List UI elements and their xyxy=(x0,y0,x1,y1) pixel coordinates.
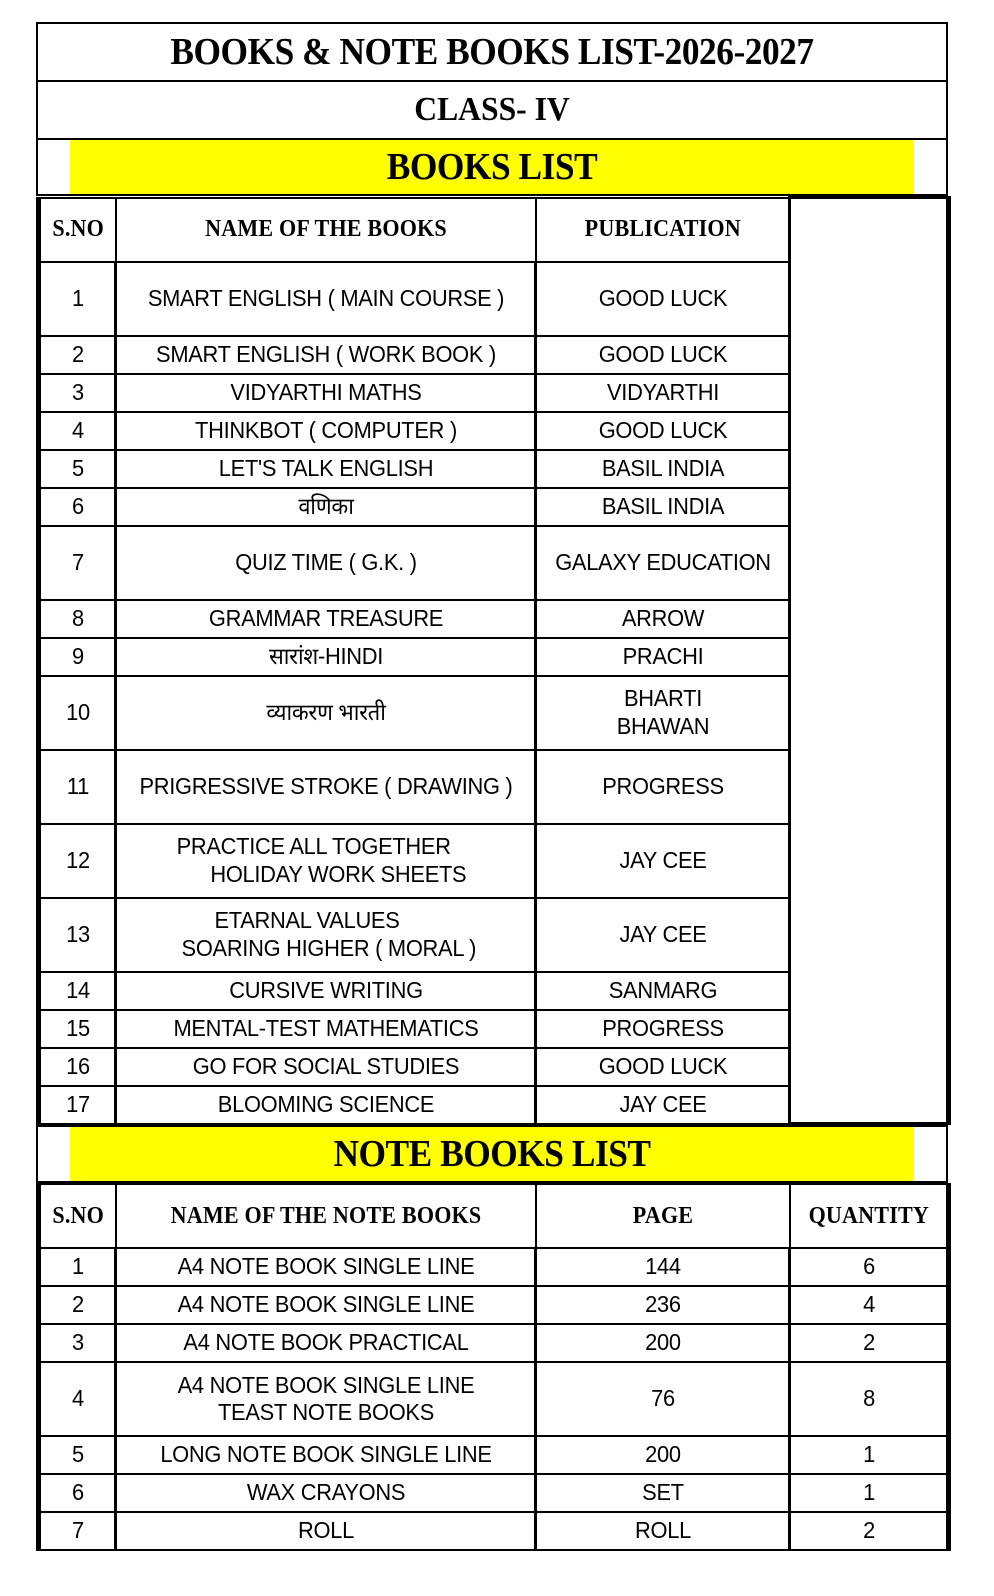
books-table-row xyxy=(39,262,949,336)
books-row-extra-blank xyxy=(793,638,944,676)
books-header-sno: S.NO xyxy=(42,198,113,262)
books-row-sno: 8 xyxy=(40,600,113,638)
notebooks-row-quantity: 2 xyxy=(793,1512,944,1550)
books-row-name: PRIGRESSIVE STROKE ( DRAWING ) xyxy=(126,750,525,824)
books-row-name: GRAMMAR TREASURE xyxy=(126,600,525,638)
books-row-publication: BASIL INDIA xyxy=(542,450,783,488)
books-row-sno: 2 xyxy=(40,336,113,374)
books-row-publication: BHARTI BHAWAN xyxy=(542,676,783,750)
books-row-name: VIDYARTHI MATHS xyxy=(126,374,525,412)
notebooks-table xyxy=(36,1183,951,1551)
books-row-publication: JAY CEE xyxy=(542,824,783,898)
notebooks-row-quantity: 2 xyxy=(793,1324,944,1362)
books-row-name: BLOOMING SCIENCE xyxy=(126,1086,525,1124)
books-row-name: CURSIVE WRITING xyxy=(126,972,525,1010)
books-row-extra-blank xyxy=(793,336,944,374)
books-row-publication: GOOD LUCK xyxy=(542,1048,783,1086)
books-row-name: GO FOR SOCIAL STUDIES xyxy=(126,1048,525,1086)
books-table-row xyxy=(39,1048,949,1086)
books-row-publication: GOOD LUCK xyxy=(542,336,783,374)
books-row-extra-blank xyxy=(793,972,944,1010)
books-table-row xyxy=(39,374,949,412)
books-and-notebooks-sheet xyxy=(36,22,946,1551)
books-row-sno: 11 xyxy=(40,750,113,824)
books-table-row xyxy=(39,972,949,1010)
books-row-sno: 3 xyxy=(40,374,113,412)
books-row-extra-blank xyxy=(793,1048,944,1086)
books-row-extra-blank xyxy=(793,1010,944,1048)
notebooks-row-name: WAX CRAYONS xyxy=(126,1474,525,1512)
books-row-publication: GOOD LUCK xyxy=(542,412,783,450)
notebooks-row-name: ROLL xyxy=(126,1512,525,1550)
books-table-row xyxy=(39,638,949,676)
books-row-publication: JAY CEE xyxy=(542,1086,783,1124)
books-row-name: QUIZ TIME ( G.K. ) xyxy=(126,526,525,600)
books-row-name: ETARNAL VALUES SOARING HIGHER ( MORAL ) xyxy=(126,898,525,972)
books-row-publication: JAY CEE xyxy=(542,898,783,972)
books-table-row xyxy=(39,750,949,824)
books-row-publication: VIDYARTHI xyxy=(542,374,783,412)
notebooks-header-page: PAGE xyxy=(546,1184,780,1248)
books-table-row xyxy=(39,824,949,898)
books-header-name: NAME OF THE BOOKS xyxy=(132,198,518,262)
books-table-row xyxy=(39,412,949,450)
books-row-extra-blank xyxy=(793,750,944,824)
books-table-row xyxy=(39,526,949,600)
books-row-extra-blank xyxy=(793,676,944,750)
books-row-name: व्याकरण भारती xyxy=(126,676,525,750)
books-row-sno: 14 xyxy=(40,972,113,1010)
books-row-publication: GOOD LUCK xyxy=(542,262,783,336)
notebooks-list-band-row xyxy=(37,1126,947,1182)
notebooks-header-quantity: QUANTITY xyxy=(796,1184,942,1248)
books-row-publication: BASIL INDIA xyxy=(542,488,783,526)
books-table-row xyxy=(39,336,949,374)
books-row-extra-blank xyxy=(793,450,944,488)
books-table-row xyxy=(39,488,949,526)
books-row-sno: 4 xyxy=(40,412,113,450)
books-row-name: PRACTICE ALL TOGETHER HOLIDAY WORK SHEETS xyxy=(126,824,525,898)
notebooks-table-row xyxy=(39,1362,949,1436)
notebooks-row-page: 200 xyxy=(542,1436,783,1474)
notebooks-row-name: LONG NOTE BOOK SINGLE LINE xyxy=(126,1436,525,1474)
notebooks-table-row xyxy=(39,1248,949,1286)
notebooks-band-block xyxy=(36,1125,948,1183)
notebooks-row-sno: 3 xyxy=(40,1324,113,1362)
books-row-extra-blank xyxy=(793,1086,944,1124)
notebooks-row-name: A4 NOTE BOOK SINGLE LINE xyxy=(126,1248,525,1286)
notebooks-header-name: NAME OF THE NOTE BOOKS xyxy=(132,1184,518,1248)
notebooks-row-sno: 5 xyxy=(40,1436,113,1474)
notebooks-table-row xyxy=(39,1474,949,1512)
books-table-row xyxy=(39,600,949,638)
books-row-sno: 15 xyxy=(40,1010,113,1048)
books-table-row xyxy=(39,450,949,488)
notebooks-row-page: 200 xyxy=(542,1324,783,1362)
books-row-publication: PROGRESS xyxy=(542,1010,783,1048)
books-row-name: THINKBOT ( COMPUTER ) xyxy=(126,412,525,450)
notebooks-row-page: 144 xyxy=(542,1248,783,1286)
notebooks-table-header-row xyxy=(39,1184,949,1248)
books-row-sno: 13 xyxy=(40,898,113,972)
books-row-name: MENTAL-TEST MATHEMATICS xyxy=(126,1010,525,1048)
books-row-extra-blank xyxy=(793,488,944,526)
books-row-name: सारांश-HINDI xyxy=(126,638,525,676)
notebooks-table-body xyxy=(39,1184,949,1550)
notebooks-row-quantity: 6 xyxy=(793,1248,944,1286)
books-table-row xyxy=(39,898,949,972)
books-row-name: SMART ENGLISH ( WORK BOOK ) xyxy=(126,336,525,374)
books-header-extra-blank xyxy=(796,198,942,262)
books-table-header-row xyxy=(39,198,949,262)
books-row-extra-blank xyxy=(793,412,944,450)
class-subtitle-row xyxy=(37,81,947,139)
title-block xyxy=(36,22,948,196)
notebooks-row-quantity: 1 xyxy=(793,1436,944,1474)
books-row-extra-blank xyxy=(793,600,944,638)
notebooks-row-quantity: 1 xyxy=(793,1474,944,1512)
notebooks-table-row xyxy=(39,1436,949,1474)
books-list-band-label: BOOKS LIST xyxy=(69,139,915,195)
notebooks-row-name: A4 NOTE BOOK PRACTICAL xyxy=(126,1324,525,1362)
books-row-sno: 17 xyxy=(40,1086,113,1124)
books-table-row xyxy=(39,1010,949,1048)
books-header-publication: PUBLICATION xyxy=(546,198,780,262)
notebooks-row-name: A4 NOTE BOOK SINGLE LINE TEAST NOTE BOOKS xyxy=(126,1362,525,1436)
notebooks-list-band-label: NOTE BOOKS LIST xyxy=(69,1126,915,1182)
page-title: BOOKS & NOTE BOOKS LIST-2026-2027 xyxy=(69,23,915,81)
books-row-sno: 7 xyxy=(40,526,113,600)
notebooks-row-sno: 2 xyxy=(40,1286,113,1324)
books-row-publication: GALAXY EDUCATION xyxy=(542,526,783,600)
books-row-sno: 16 xyxy=(40,1048,113,1086)
books-row-sno: 5 xyxy=(40,450,113,488)
notebooks-table-row xyxy=(39,1324,949,1362)
books-row-publication: ARROW xyxy=(542,600,783,638)
books-row-name: SMART ENGLISH ( MAIN COURSE ) xyxy=(126,262,525,336)
books-table xyxy=(36,196,951,1125)
books-row-name: वणिका xyxy=(126,488,525,526)
books-table-body xyxy=(39,198,949,1124)
notebooks-row-sno: 6 xyxy=(40,1474,113,1512)
books-row-extra-blank xyxy=(793,262,944,336)
notebooks-header-sno: S.NO xyxy=(42,1184,113,1248)
books-row-sno: 10 xyxy=(40,676,113,750)
books-row-sno: 6 xyxy=(40,488,113,526)
books-row-publication: PRACHI xyxy=(542,638,783,676)
notebooks-row-quantity: 4 xyxy=(793,1286,944,1324)
books-row-extra-blank xyxy=(793,824,944,898)
books-row-extra-blank xyxy=(793,526,944,600)
books-list-band-row xyxy=(37,139,947,195)
notebooks-table-row xyxy=(39,1286,949,1324)
document-title-row xyxy=(37,23,947,81)
books-row-publication: SANMARG xyxy=(542,972,783,1010)
books-row-extra-blank xyxy=(793,898,944,972)
books-row-sno: 12 xyxy=(40,824,113,898)
notebooks-row-sno: 7 xyxy=(40,1512,113,1550)
notebooks-table-row xyxy=(39,1512,949,1550)
books-row-sno: 1 xyxy=(40,262,113,336)
books-row-extra-blank xyxy=(793,374,944,412)
books-row-publication: PROGRESS xyxy=(542,750,783,824)
books-table-row xyxy=(39,676,949,750)
notebooks-row-sno: 4 xyxy=(40,1362,113,1436)
notebooks-row-page: 236 xyxy=(542,1286,783,1324)
notebooks-row-name: A4 NOTE BOOK SINGLE LINE xyxy=(126,1286,525,1324)
notebooks-row-page: ROLL xyxy=(542,1512,783,1550)
class-subtitle: CLASS- IV xyxy=(69,81,915,139)
notebooks-row-sno: 1 xyxy=(40,1248,113,1286)
books-table-row xyxy=(39,1086,949,1124)
notebooks-row-page: SET xyxy=(542,1474,783,1512)
notebooks-row-quantity: 8 xyxy=(793,1362,944,1436)
notebooks-row-page: 76 xyxy=(542,1362,783,1436)
books-row-name: LET'S TALK ENGLISH xyxy=(126,450,525,488)
books-row-sno: 9 xyxy=(40,638,113,676)
